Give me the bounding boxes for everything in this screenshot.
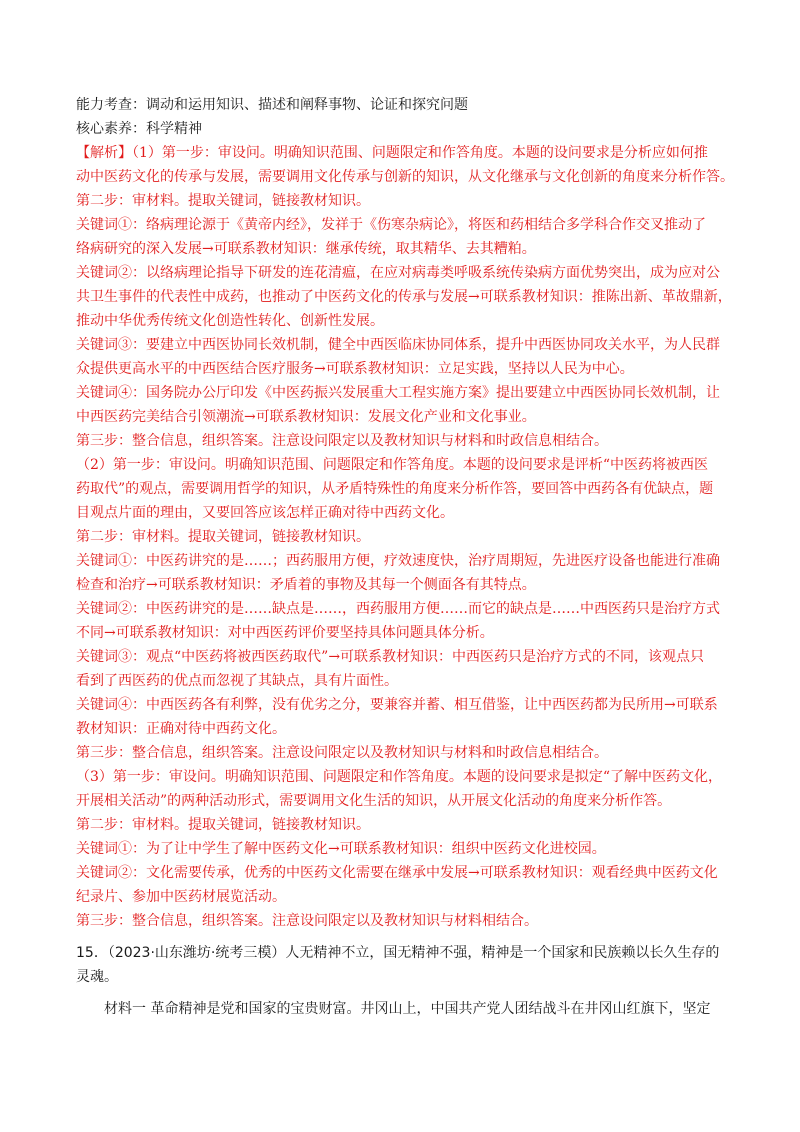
analysis-line: 中西医药完美结合引领潮流→可联系教材知识：发展文化产业和文化事业。 <box>76 409 536 425</box>
analysis-line: 开展相关活动”的两种活动形式，需要调用文化生活的知识，从开展文化活动的角度来分析作答。 <box>76 793 672 809</box>
answer-analysis <box>76 93 736 933</box>
analysis-line: 关键词②：中医药讲究的是……缺点是……，西药服用方便……而它的缺点是……中西医药只是治疗方式 <box>76 601 720 617</box>
analysis-line: 第二步：审材料。提取关键词，链接教材知识。 <box>76 817 370 833</box>
analysis-line: 看到了西医药的优点而忽视了其缺点，具有片面性。 <box>76 673 398 689</box>
analysis-line: 关键词④：中西医药各有利弊，没有优劣之分，要兼容并蓄、相互借鉴，让中西医药都为民所用→可联系 <box>76 697 718 713</box>
analysis-line: （2）第一步：审设问。明确知识范围、问题限定和作答角度。本题的设问要求是评析“中医药将被西医 <box>76 457 709 473</box>
analysis-line: 关键词①：中医药讲究的是……；西药服用方便，疗效速度快，治疗周期短，先进医疗设备也能进行准确 <box>76 553 720 569</box>
analysis-line: 关键词①：为了让中学生了解中医药文化→可联系教材知识：组织中医药文化进校园。 <box>76 841 606 857</box>
analysis-line: 第三步：整合信息，组织答案。注意设问限定以及教材知识与材料和时政信息相结合。 <box>76 745 608 761</box>
analysis-line: 第二步：审材料。提取关键词，链接教材知识。 <box>76 193 370 209</box>
material-one: 材料一 革命精神是党和国家的宝贵财富。井冈山上，中国共产党人团结战斗在井冈山红旗下，坚定 <box>104 1001 711 1017</box>
analysis-line: 教材知识：正确对待中西药文化。 <box>76 721 286 737</box>
analysis-line: 第三步：整合信息，组织答案。注意设问限定以及教材知识与材料和时政信息相结合。 <box>76 433 608 449</box>
analysis-line: 纪录片、参加中医药材展览活动。 <box>76 889 286 905</box>
analysis-line: 动中医药文化的传承与发展，需要调用文化传承与创新的知识，从文化继承与文化创新的角度来分析作答。 <box>76 169 734 185</box>
analysis-line: 关键词②：文化需要传承，优秀的中医药文化需要在继承中发展→可联系教材知识：观看经典中医药文化 <box>76 865 718 881</box>
analysis-line: 关键词①：络病理论源于《黄帝内经》，发祥于《伤寒杂病论》，将医和药相结合多学科合作交叉推动了 <box>76 217 706 233</box>
analysis-line: 众提供更高水平的中西医结合医疗服务→可联系教材知识：立足实践，坚持以人民为中心。 <box>76 361 634 377</box>
analysis-line: 第二步：审材料。提取关键词，链接教材知识。 <box>76 529 370 545</box>
question-stem-cont: 灵魂。 <box>76 969 118 985</box>
analysis-line: 共卫生事件的代表性中成药，也推动了中医药文化的传承与发展→可联系教材知识：推陈出新、革故鼎新， <box>76 289 732 305</box>
analysis-line: 关键词③：观点“中医药将被西医药取代”→可联系教材知识：中西医药只是治疗方式的不同，该观点只 <box>76 649 705 665</box>
analysis-line: 检查和治疗→可联系教材知识：矛盾着的事物及其每一个侧面各有其特点。 <box>76 577 536 593</box>
ability-line: 能力考查：调动和运用知识、描述和阐释事物、论证和探究问题 <box>76 97 468 113</box>
analysis-line: 关键词③：要建立中西医协同长效机制，健全中西医临床协同体系，提升中西医协同攻关水平，为人民群 <box>76 337 720 353</box>
question-stem: 15．（2023·山东潍坊·统考三模）人无精神不立，国无精神不强，精神是一个国家和民族赖以长久生存的 <box>76 945 720 961</box>
analysis-section <box>76 141 736 933</box>
literacy-line: 核心素养：科学精神 <box>76 121 202 137</box>
analysis-line: 络病研究的深入发展→可联系教材知识：继承传统，取其精华、去其糟粕。 <box>76 241 536 257</box>
analysis-line: 【解析】（1）第一步：审设问。明确知识范围、问题限定和作答角度。本题的设问要求是分析应如何推 <box>76 145 708 161</box>
analysis-line: 药取代”的观点，需要调用哲学的知识，从矛盾特殊性的角度来分析作答，要回答中西药各有优缺点，题 <box>76 481 714 497</box>
analysis-line: 推动中华优秀传统文化创造性转化、创新性发展。 <box>76 313 384 329</box>
analysis-line: 关键词②：以络病理论指导下研发的连花清瘟，在应对病毒类呼吸系统传染病方面优势突出，成为应对公 <box>76 265 720 281</box>
analysis-line: 关键词④：国务院办公厅印发《中医药振兴发展重大工程实施方案》提出要建立中西医协同长效机制，让 <box>76 385 720 401</box>
analysis-line: 目观点片面的理由，又要回答应该怎样正确对待中西药文化。 <box>76 505 454 521</box>
analysis-line: 不同→可联系教材知识：对中西医药评价要坚持具体问题具体分析。 <box>76 625 494 641</box>
analysis-line: （3）第一步：审设问。明确知识范围、问题限定和作答角度。本题的设问要求是拟定“了解中医药文化， <box>76 769 723 785</box>
analysis-line: 第三步：整合信息，组织答案。注意设问限定以及教材知识与材料相结合。 <box>76 913 538 929</box>
question-15 <box>76 941 736 1021</box>
